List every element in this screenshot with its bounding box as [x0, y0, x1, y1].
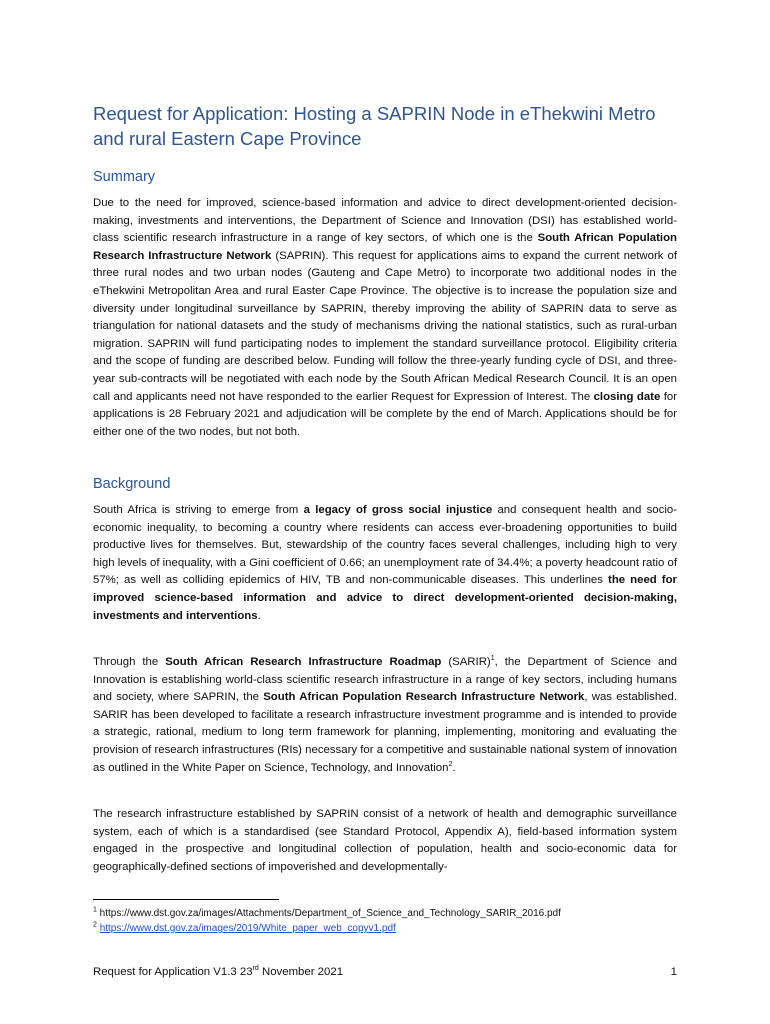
page-title: Request for Application: Hosting a SAPRIN Node in eThekwini Metro and rural Eastern Cape Province [93, 103, 656, 149]
text-run: . [452, 761, 456, 774]
background-paragraph-3: The research infrastructure established by SAPRIN consist of a network of health and demographic surveillance system, each of which is a standardised (see Standard Protocol, Appendix A), field-based information system engaged in the prospective and longitudinal collection of population, health and socio-economic data for geographically-defined sections of impoverished and developmentally- [93, 808, 677, 873]
text-run: South Africa is striving to emerge from [93, 504, 304, 516]
text-run: (SAPRIN). This request for applications aims to expand the current network of three rural nodes and two urban nodes (Gauteng and Cape Metro) to incorporate two additional nodes in the eThekwini Metropolitan Area and rural Easter Cape Province. The objective is to increase the population size and diversity under longitudinal surveillance by SAPRIN, thereby improving the ability of SAPRIN data to serve as triangulation for national datasets and the study of mechanisms driving the national statistics, such as rural-urban migration. SAPRIN will fund participating nodes to implement the standard surveillance protocol. Eligibility criteria and the scope of funding are described below. Funding will follow the three-yearly funding cycle of DSI, and three-year sub-contracts will be negotiated with each node by the South African Medical Research Council. It is an open call and applicants need not have responded to the earlier Request for Expression of Interest. The [93, 249, 677, 403]
bold-text: closing date [593, 390, 661, 403]
footnote-number: 2 [93, 921, 97, 929]
footnote-1 [93, 907, 561, 921]
page-number: 1 [670, 966, 677, 978]
page-footer [93, 966, 677, 978]
footnote-ref[interactable]: 1 [490, 655, 495, 663]
bold-text: South African Population Research Infrastructure Network [263, 691, 585, 704]
text-run: for applications is 28 February 2021 and adjudication will be complete by the end of March. Applications should be for either one of the two nodes, but not both. [93, 390, 677, 438]
footnote-number: 1 [93, 906, 97, 914]
bold-text: the need for improved science-based information and advice to direct development-oriented decision-making, investments and interventions [93, 574, 677, 622]
text-run: and consequent health and socio-economic inequality, to becoming a country where residents can access ever-broadening opportunities to build productive lives for themselves. But, stewardship of the country faces several challenges, including high to very high levels of inequality, with a Gini coefficient of 0.66; an unemployment rate of 34.4%; a poverty headcount ratio of 57%; as well as colliding epidemics of HIV, TB and non-communicable diseases. This underlines [93, 504, 678, 587]
text-run: (SARIR) [441, 656, 491, 668]
bold-text: South African Population Research Infrastructure Network [93, 232, 677, 262]
text-run: Through the [93, 656, 166, 668]
footer-sup: rd [252, 965, 259, 973]
text-run: Due to the need for improved, science-based information and advice to direct development-oriented decision-making, investments and interventions, the Department of Science and Innovation (DSI) has established world-class scientific research infrastructure in a range of key sectors, of which one is the [93, 197, 677, 245]
footer-text: November 2021 [258, 966, 344, 978]
footnote-text: https://www.dst.gov.za/images/Attachments/Department_of_Science_and_Technology_SARIR_2016.pdf [96, 908, 561, 919]
text-run: . [257, 609, 261, 622]
bold-text: a legacy of gross social injustice [303, 504, 493, 516]
footnote-link[interactable]: https://www.dst.gov.za/images/2019/White_paper_web_copyv1.pdf [99, 923, 396, 934]
bold-text: South African Research Infrastructure Roadmap [165, 656, 442, 668]
footnote-2 [93, 922, 396, 936]
summary-heading: Summary [93, 169, 156, 185]
background-paragraph-2 [93, 654, 677, 777]
footnote-ref[interactable]: 2 [448, 760, 453, 768]
background-heading: Background [93, 476, 171, 492]
summary-paragraph [93, 195, 677, 441]
text-run: , the Department of Science and Innovation is establishing world-class scientific research infrastructure in a range of key sectors, including humans and society, where SAPRIN, the [93, 656, 677, 704]
text-run: , was established. SARIR has been developed to facilitate a research infrastructure investment programme and is intended to provide a strategic, rational, medium to long term framework for planning, implementing, monitoring and evaluating the provision of research infrastructures (RIs) necessary for a competitive and sustainable national system of innovation as outlined in the White Paper on Science, Technology, and Innovation [93, 691, 677, 774]
footer-text: Request for Application V1.3 23 [93, 966, 253, 978]
background-paragraph-1 [93, 502, 677, 625]
footnote-divider [93, 899, 279, 900]
